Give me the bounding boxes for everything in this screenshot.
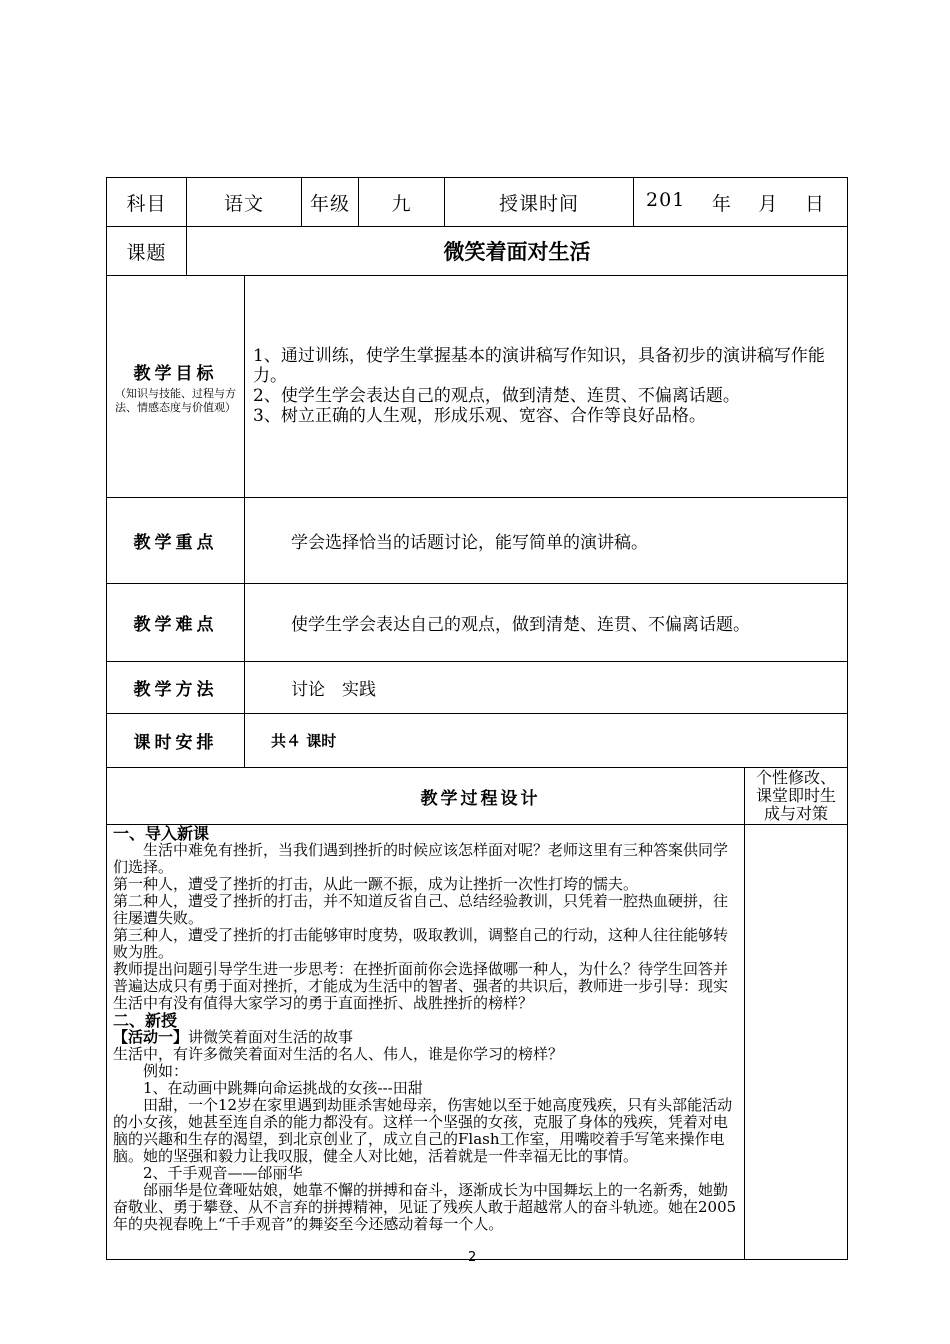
section1-title: 一、导入新课 [113, 824, 210, 843]
objective-item: 3、树立正确的人生观，形成乐观、宽容、合作等良好品格。 [253, 406, 706, 426]
day-unit: 日 [805, 192, 826, 215]
process-side-column [745, 825, 848, 1260]
section1-line: 第三种人，遭受了挫折的打击能够审时度势，吸取教训，调整自己的行动，这种人往往能够转败为胜。 [113, 926, 729, 961]
activity1-heading [113, 1029, 738, 1046]
story2-text: 邰丽华是位聋哑姑娘，她靠不懈的拼搏和奋斗，逐渐成长为中国舞坛上的一名新秀，她勤奋敬业、勇于攀登、从不言弃的拼搏精神，见证了残疾人敢于超越常人的奋斗轨迹。她在2005年的央视春晚上“千手观音”的舞姿至今还感动着每一个人。 [113, 1181, 737, 1233]
section1-line: 第一种人，遭受了挫折的打击，从此一蹶不振，成为让挫折一次性打垮的懦夫。 [113, 875, 639, 893]
difficulties-label: 教学难点 [107, 584, 245, 662]
page-number: 2 [468, 1250, 477, 1265]
year-value: 201 [646, 188, 686, 211]
methods-row [107, 662, 848, 714]
topic-label: 课题 [107, 227, 187, 276]
methods-text: 讨论 实践 [245, 662, 848, 714]
objectives-content [245, 276, 848, 498]
story1-title: 1、在动画中跳舞向命运挑战的女孩---田甜 [143, 1079, 423, 1097]
key-points-label: 教学重点 [107, 498, 245, 584]
objectives-row [107, 276, 848, 498]
section2-title: 二、新授 [113, 1011, 178, 1030]
example-label: 例如： [143, 1062, 189, 1080]
process-content [107, 825, 745, 1260]
section1-line: 教师提出问题引导学生进一步思考：在挫折面前你会选择做哪一种人，为什么？待学生回答并普遍达成只有勇于面对挫折，才能成为生活中的智者、强者的共识后，教师进一步引导：现实生活中有没有值得大家学习的勇于直面挫折、战胜挫折的榜样？ [113, 960, 729, 1012]
subject-label: 科目 [107, 178, 187, 227]
year-unit: 年 [711, 192, 732, 215]
month-unit: 月 [758, 192, 779, 215]
lesson-plan-table [106, 177, 848, 1260]
story2-title: 2、千手观音——邰丽华 [143, 1164, 303, 1182]
section1-line: 第二种人，遭受了挫折的打击，并不知道反省自己、总结经验教训，只凭着一腔热血硬拼，往往屡遭失败。 [113, 892, 729, 927]
methods-label: 教学方法 [107, 662, 245, 714]
process-body-row [107, 825, 848, 1260]
schedule-row [107, 714, 848, 768]
process-header-row [107, 768, 848, 825]
key-points-row [107, 498, 848, 584]
objective-item: 2、使学生学会表达自己的观点，做到清楚、连贯、不偏离话题。 [253, 386, 740, 406]
objectives-label: 教学目标 [133, 363, 218, 384]
difficulties-row [107, 584, 848, 662]
key-points-text: 学会选择恰当的话题讨论，能写简单的演讲稿。 [245, 498, 848, 584]
objectives-label-cell [107, 276, 245, 498]
activity1-bracket: 【活动一】 [113, 1028, 189, 1046]
topic-row [107, 227, 848, 276]
objectives-sub-label: （知识与技能、过程与方法、情感态度与价值观） [115, 386, 236, 414]
grade-label: 年级 [302, 178, 359, 227]
story1-text: 田甜，一个12岁在家里遇到劫匪杀害她母亲，伤害她以至于她高度残疾，只有头部能活动的小女孩，她甚至连自杀的能力都没有。这样一个坚强的女孩，克服了身体的残疾，凭着对电脑的兴趣和生存的渴望，到北京创业了，成立自己的Flash工作室，用嘴咬着手写笔来操作电脑。她的坚强和毅力让我叹服，健全人对比她，活着就是一件幸福无比的事情。 [113, 1096, 733, 1165]
objective-item: 1、通过训练，使学生掌握基本的演讲稿写作知识，具备初步的演讲稿写作能力。 [253, 346, 825, 386]
header-row [107, 178, 848, 227]
activity1-title: 讲微笑着面对生活的故事 [188, 1028, 354, 1046]
subject-value: 语文 [187, 178, 302, 227]
activity1-intro: 生活中，有许多微笑着面对生活的名人、伟人，谁是你学习的榜样？ [113, 1045, 564, 1063]
time-value [634, 178, 848, 227]
difficulties-text: 使学生学会表达自己的观点，做到清楚、连贯、不偏离话题。 [245, 584, 848, 662]
process-header: 教学过程设计 [107, 768, 745, 825]
schedule-text: 共４ 课时 [245, 714, 848, 768]
schedule-label: 课时安排 [107, 714, 245, 768]
process-side-header: 个性修改、课堂即时生成与对策 [745, 768, 848, 825]
section1-line: 生活中难免有挫折，当我们遇到挫折的时候应该怎样面对呢？老师这里有三种答案供同学们选择。 [113, 841, 729, 876]
topic-title: 微笑着面对生活 [187, 227, 848, 276]
time-label: 授课时间 [445, 178, 634, 227]
grade-value: 九 [359, 178, 445, 227]
